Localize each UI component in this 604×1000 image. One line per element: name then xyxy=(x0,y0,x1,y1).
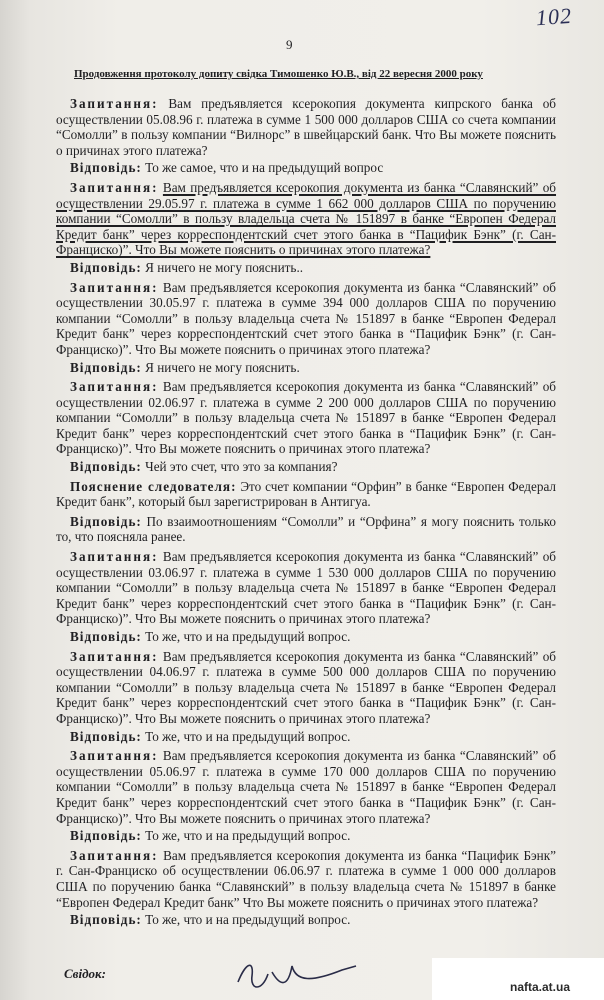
question-label: Запитання: xyxy=(70,179,159,195)
question-text: Вам предъявляется ксерокопия документа из банка “Пацифик Бэнк” г. Сан-Франциско об осуществлении 06.06.97 г. платежа в сумме 1 000 000 долларов США по поручению банка “Славянский” в пользу владельца счета № 151897 в банке “Европен Федерал Кредит банк” Что Вы можете пояснить о причинах этого платежа? xyxy=(56,847,557,910)
document-title: Продовження протоколу допиту свідка Тимошенко Ю.В., від 22 вересня 2000 року xyxy=(74,68,483,80)
answer-label: Відповідь: xyxy=(70,459,142,475)
question-label: Запитання: xyxy=(70,847,159,863)
answer-label: Відповідь: xyxy=(70,912,142,928)
answer-label: Відповідь: xyxy=(70,259,142,275)
question-label: Запитання: xyxy=(70,96,159,111)
answer-label: Відповідь: xyxy=(70,513,142,529)
answer-paragraph xyxy=(56,360,556,376)
answer-label: Відповідь: xyxy=(70,629,142,644)
answer-label: Відповідь: xyxy=(70,828,142,844)
answer-paragraph xyxy=(56,828,556,844)
protocol-body xyxy=(56,96,556,932)
question-label: Запитання: xyxy=(70,279,159,295)
witness-signature xyxy=(232,952,362,998)
answer-paragraph xyxy=(56,912,556,928)
investigator-note-text: Это счет компании “Орфин” в банке “Европен Федерал Кредит банк”, который был зарегистрирован в Антигуа. xyxy=(56,478,557,510)
answer-label: Відповідь: xyxy=(70,359,142,375)
answer-label: Відповідь: xyxy=(70,160,142,176)
question-text: Вам предъявляется ксерокопия документа кипрского банка об осуществлении 05.08.96 г. платежа в сумме 1 500 000 долларов США со счета компании “Сомолли” в пользу компании “Вилнорс” в швейцарский банк. Что Вы можете пояснить о причинах этого платежа? xyxy=(56,96,556,158)
answer-paragraph xyxy=(56,260,556,276)
question-paragraph xyxy=(56,649,556,727)
question-label: Запитання: xyxy=(70,379,159,395)
question-paragraph xyxy=(56,549,556,627)
answer-text: Чей это счет, что это за компания? xyxy=(145,459,338,475)
question-text: Вам предъявляется ксерокопия документа из банка “Славянский” об осуществлении 29.05.97 г. платежа в сумме 1 662 000 долларов США по поручению компании “Сомолли” в пользу владельца счета № 151897 в банке “Европен Федерал Кредит банк” через корреспондентский счет этого банка в “Пацифик Бэнк” (г. Сан-Франциско)”. Что Вы можете пояснить о причинах этого платежа? xyxy=(56,179,557,258)
answer-text: То же, что и на предыдущий вопрос. xyxy=(145,912,351,928)
question-label: Запитання: xyxy=(70,549,159,565)
question-text: Вам предъявляется ксерокопия документа из банка “Славянский” об осуществлении 02.06.97 г. платежа в сумме 2 200 000 долларов США по поручению компании “Сомолли” в пользу владельца счета № 151897 в банке “Европен Федерал Кредит банк” через корреспондентский счет этого банка в “Пацифик Бэнк” (г. Сан-Франциско)”. Что Вы можете пояснить о причинах этого платежа? xyxy=(56,379,557,457)
answer-paragraph xyxy=(56,514,556,545)
answer-text: То же, что и на предыдущий вопрос. xyxy=(145,828,351,844)
answer-text: То же самое, что и на предыдущий вопрос xyxy=(145,160,384,176)
question-label: Запитання: xyxy=(70,648,159,664)
answer-label: Відповідь: xyxy=(70,728,142,744)
question-paragraph xyxy=(56,180,556,258)
answer-paragraph xyxy=(56,729,556,745)
question-label: Запитання: xyxy=(70,748,159,764)
investigator-note-paragraph xyxy=(56,479,556,510)
question-paragraph xyxy=(56,748,556,826)
answer-text: То же, что и на предыдущий вопрос. xyxy=(145,728,351,744)
answer-paragraph xyxy=(56,160,556,176)
watermark: nafta.at.ua xyxy=(510,980,571,994)
question-text: Вам предъявляется ксерокопия документа из банка “Славянский” об осуществлении 30.05.97 г. платежа в сумме 394 000 долларов США по поручению компании “Сомолли” в пользу владельца счета № 151897 в банке “Европен Федерал Кредит банк” через корреспондентский счет этого банка в “Пацифик Бэнк” (г. Сан-Франциско)”. Что Вы можете пояснить о причинах этого платежа? xyxy=(56,279,557,357)
investigator-label: Пояснение следователя: xyxy=(70,478,237,494)
answer-text: Я ничего не могу пояснить. xyxy=(145,359,300,375)
answer-text: Я ничего не могу пояснить.. xyxy=(145,259,304,275)
answer-paragraph xyxy=(56,459,556,475)
question-paragraph xyxy=(56,379,556,457)
answer-paragraph xyxy=(56,629,556,645)
witness-label: Свідок: xyxy=(64,966,106,981)
question-text: Вам предъявляется ксерокопия документа из банка “Славянский” об осуществлении 04.06.97 г. платежа в сумме 500 000 долларов США по поручению компании “Сомолли” в пользу владельца счета № 151897 в банке “Европен Федерал Кредит банк” через корреспондентский счет этого банка в “Пацифик Бэнк” (г. Сан-Франциско)”. Что Вы можете пояснить о причинах этого платежа? xyxy=(56,648,557,726)
answer-text: По взаимоотношениям “Сомолли” и “Орфина” я могу пояснить только то, что поясняла ранее. xyxy=(56,513,556,545)
question-paragraph xyxy=(56,848,556,910)
question-paragraph xyxy=(56,96,556,158)
question-paragraph xyxy=(56,280,556,358)
question-text: Вам предъявляется ксерокопия документа из банка “Славянский” об осуществлении 05.06.97 г. платежа в сумме 170 000 долларов США по поручению компании “Сомолли” в пользу владельца счета № 151897 в банке “Европен Федерал Кредит банк” через корреспондентский счет этого банка в “Пацифик Бэнк” (г. Сан-Франциско)”. Что Вы можете пояснить о причинах этого платежа? xyxy=(56,748,557,826)
question-text: Вам предъявляется ксерокопия документа из банка “Славянский” об осуществлении 03.06.97 г. платежа в сумме 1 530 000 долларов США по поручению компании “Сомолли” в пользу владельца счета № 151897 в банке “Европен Федерал Кредит банк” через корреспондентский счет этого банка в “Пацифик Бэнк” (г. Сан-Франциско)”. Что Вы можете пояснить о причинах этого платежа? xyxy=(56,549,557,627)
page-number: 9 xyxy=(286,37,293,52)
handwritten-page-number: 102 xyxy=(535,2,573,31)
answer-text: То же, что и на предыдущий вопрос. xyxy=(145,629,351,644)
